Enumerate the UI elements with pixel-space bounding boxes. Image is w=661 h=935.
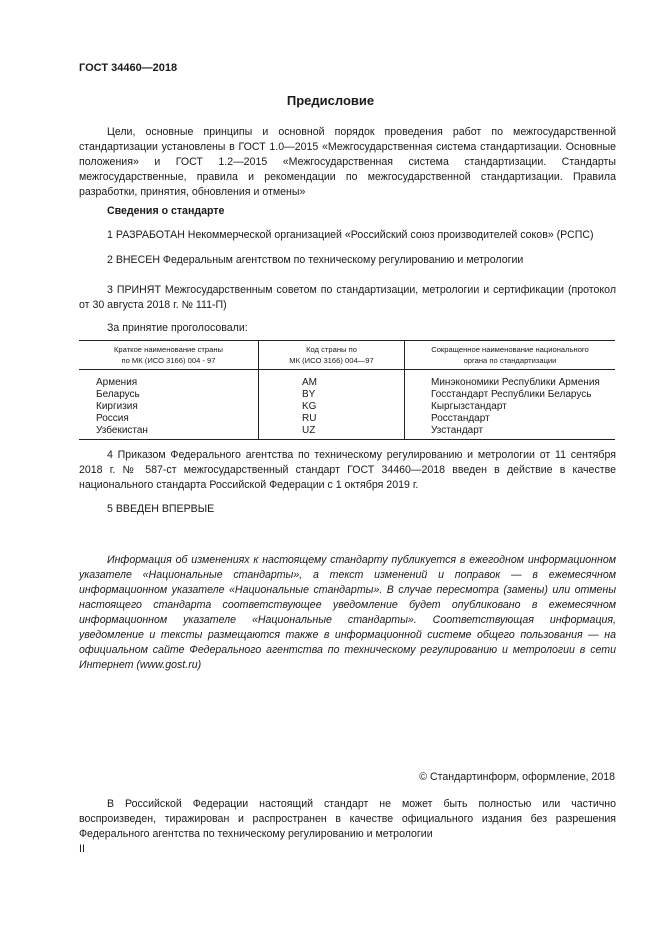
item-developed — [79, 228, 616, 243]
table-row — [79, 370, 615, 390]
code-cell: UZ — [259, 425, 405, 440]
country-cell: Армения — [96, 377, 138, 388]
code-cell: BY — [259, 389, 405, 401]
legal-notice — [79, 797, 616, 842]
voted-label — [79, 321, 616, 336]
copyright: © Стандартинформ, оформление, 2018 — [419, 771, 615, 783]
agency-cell: Росстандарт — [405, 413, 616, 425]
country-cell: Россия — [96, 413, 129, 424]
item-first-time-text: 5 ВВЕДЕН ВПЕРВЫЕ — [107, 503, 215, 515]
voted-label-text: За принятие проголосовали: — [107, 322, 248, 334]
header-country-name: Краткое наименование страны по МК (ИСО 3166) 004 - 97 — [79, 341, 259, 370]
table-row — [79, 425, 615, 440]
code-cell: KG — [259, 401, 405, 413]
item-enacted-text: 4 Приказом Федерального агентства по техническому регулированию и метрологии от 11 сентября 2018 г. № 587-ст межгосударственный стандарт ГОСТ 34460—2018 введен в действие в качестве национального стандарта Российской Федерации с 1 октября 2019 г. — [79, 449, 616, 491]
agency-cell: Кыргызстандарт — [405, 401, 616, 413]
intro-paragraph — [79, 125, 616, 200]
page-number: II — [79, 843, 85, 855]
item-submitted-text: 2 ВНЕСЕН Федеральным агентством по техническому регулированию и метрологии — [107, 254, 524, 266]
country-cell: Беларусь — [96, 389, 140, 400]
country-cell: Узбекистан — [79, 425, 259, 440]
agency-cell: Госстандарт Республики Беларусь — [405, 389, 616, 401]
item-submitted — [79, 253, 616, 268]
item-adopted-text: 3 ПРИНЯТ Межгосударственным советом по стандартизации, метрологии и сертификации (протокол от 30 августа 2018 г. № 111-П) — [79, 284, 616, 311]
voting-table — [79, 340, 615, 440]
item-first-time — [79, 502, 616, 517]
item-developed-text: 1 РАЗРАБОТАН Некоммерческой организацией «Российский союз производителей соков» (РСПС) — [107, 229, 594, 241]
agency-cell: Узстандарт — [405, 425, 616, 440]
code-cell: AM — [259, 370, 405, 390]
item-enacted — [79, 448, 616, 493]
intro-text: Цели, основные принципы и основной порядок проведения работ по межгосударственной стандартизации установлены в ГОСТ 1.0—2015 «Межгосударственная система стандартизации. Основные положения» и ГОСТ 1.2—2015 «Межгосударственная система стандартизации. Стандарты межгосударственные, правила и рекомендации по межгосударственной стандартизации. Правила разработки, принятия, обновления и отмены» — [79, 126, 616, 198]
header-country-code: Код страны по МК (ИСО 3166) 004—97 — [259, 341, 405, 370]
standard-info-heading — [79, 204, 616, 219]
page-title: Предисловие — [286, 93, 375, 108]
header-agency: Сокращенное наименование национального органа по стандартизации — [405, 341, 616, 370]
standard-info-heading-text: Сведения о стандарте — [107, 205, 225, 217]
table-header-row — [79, 341, 615, 370]
code-cell: RU — [259, 413, 405, 425]
table-row — [79, 413, 615, 425]
agency-cell: Минэкономики Республики Армения — [405, 370, 616, 390]
table-row — [79, 401, 615, 413]
document-code: ГОСТ 34460—2018 — [79, 62, 178, 74]
changes-notice-text: Информация об изменениях к настоящему стандарту публикуется в ежегодном информационном указателе «Национальные стандарты», а текст изменений и поправок — в ежемесячном информационном указателе «Национальные стандарты». В случае пересмотра (замены) или отмены настоящего стандарта соответствующее уведомление будет опубликовано в ежемесячном информационном указателе «Национальные стандарты». Соответствующая информация, уведомление и тексты размещаются также в информационной системе общего пользования — на официальном сайте Федерального агентства по техническому регулированию и метрологии в сети Интернет (www.gost.ru) — [79, 554, 616, 671]
changes-notice — [79, 553, 616, 673]
country-cell: Киргизия — [96, 401, 138, 412]
item-adopted — [79, 283, 616, 313]
legal-notice-text: В Российской Федерации настоящий стандарт не может быть полностью или частично воспроизведен, тиражирован и распространен в качестве официального издания без разрешения Федерального агентства по техническому регулированию и метрологии — [79, 798, 616, 840]
table-row — [79, 389, 615, 401]
